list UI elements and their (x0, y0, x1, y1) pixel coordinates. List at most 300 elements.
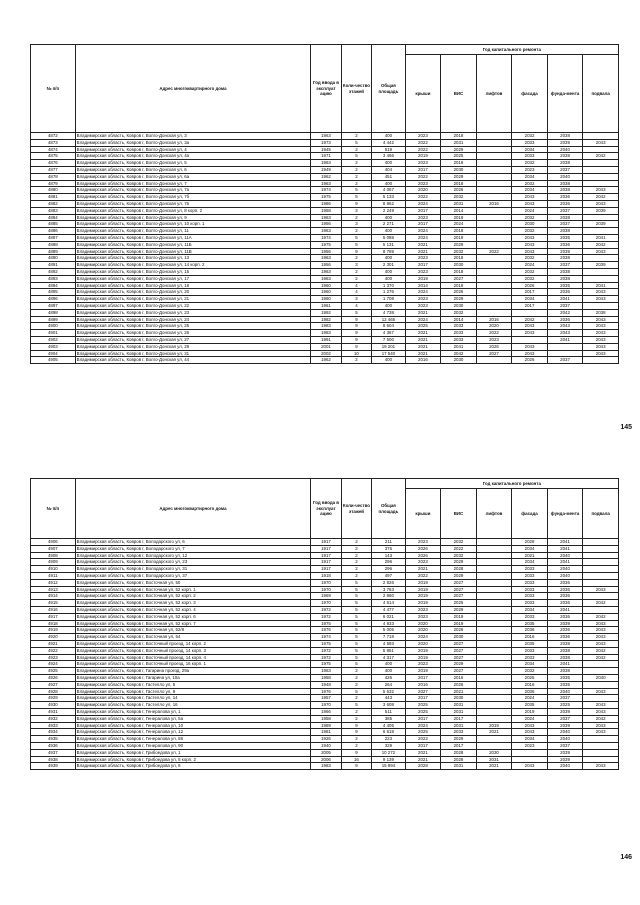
cell-roof: 2024 (405, 200, 441, 207)
cell-year: 2006 (311, 756, 341, 763)
cell-floors: 2 (341, 742, 371, 749)
cell-num: 4878 (31, 173, 76, 180)
cell-floors: 5 (341, 139, 371, 146)
table-row (31, 627, 619, 634)
cell-num: 4886 (31, 228, 76, 235)
cell-num: 4929 (31, 695, 76, 702)
cell-lift (476, 654, 512, 661)
cell-lift (476, 153, 512, 160)
table-row (31, 695, 619, 702)
cell-foundation: 2039 (547, 722, 583, 729)
col-foundation: фунда-мента (547, 489, 583, 539)
cell-facade: 2034 (512, 146, 548, 153)
cell-roof: 2021 (405, 350, 441, 357)
cell-foundation (547, 350, 583, 357)
cell-address: Владимирская область, Ковров г, Гагарина ул, 10а (75, 674, 311, 681)
cell-address: Владимирская область, Ковров г, Восточная ул, 52 корп. 2 (75, 593, 311, 600)
cell-address: Владимирская область, Ковров г, Восточная ул, 52 корп. 3 (75, 600, 311, 607)
cell-facade: 2032 (512, 214, 548, 221)
cell-facade: 2035 (512, 640, 548, 647)
cell-year: 2005 (311, 749, 341, 756)
cell-foundation: 2036 (547, 316, 583, 323)
cell-num: 4925 (31, 668, 76, 675)
cell-floors: 2 (341, 715, 371, 722)
cell-facade: 2024 (512, 695, 548, 702)
cell-year: 1970 (311, 600, 341, 607)
cell-area: 6 021 (372, 613, 406, 620)
cell-num: 4897 (31, 302, 76, 309)
cell-address: Владимирская область, Ковров г, Волго-Донская ул, 8 корп. 2 (75, 207, 311, 214)
cell-area: 8 604 (372, 323, 406, 330)
table-row (31, 357, 619, 364)
cell-floors: 5 (341, 654, 371, 661)
col-basement: подвала (583, 489, 619, 539)
cell-lift (476, 357, 512, 364)
cell-facade: 2019 (512, 708, 548, 715)
cell-area: 4 614 (372, 600, 406, 607)
cell-roof: 2019 (405, 654, 441, 661)
cell-floors: 2 (341, 559, 371, 566)
cell-basement (583, 302, 619, 309)
col-foundation: фунда-мента (547, 55, 583, 133)
cell-vis: 2018 (441, 160, 477, 167)
cell-vis: 2030 (441, 302, 477, 309)
cell-lift: 2020 (476, 323, 512, 330)
cell-basement: 2043 (583, 200, 619, 207)
cell-area: 4 067 (372, 187, 406, 194)
cell-address: Владимирская область, Ковров г, Волго-Донская ул, 29 (75, 343, 311, 350)
cell-vis: 2033 (441, 729, 477, 736)
cell-lift (476, 539, 512, 546)
cell-vis: 2027 (441, 668, 477, 675)
table-row (31, 248, 619, 255)
cell-area: 400 (372, 268, 406, 275)
cell-floors: 5 (341, 613, 371, 620)
cell-roof: 2023 (405, 214, 441, 221)
cell-lift (476, 708, 512, 715)
cell-address: Владимирская область, Ковров г, Волго-Донская ул, 7в (75, 200, 311, 207)
cell-foundation: 2037 (547, 166, 583, 173)
cell-address: Владимирская область, Ковров г, Генералова ул, 12 (75, 729, 311, 736)
cell-facade: 2033 (512, 613, 548, 620)
cell-lift (476, 221, 512, 228)
cell-lift (476, 302, 512, 309)
cell-area: 8 862 (372, 200, 406, 207)
cell-num: 4935 (31, 736, 76, 743)
cell-address: Владимирская область, Ковров г, Волго-Донская ул, 11 (75, 228, 311, 235)
cell-year: 1960 (311, 289, 341, 296)
table-row (31, 187, 619, 194)
cell-floors: 2 (341, 572, 371, 579)
table-row (31, 200, 619, 207)
table-row (31, 133, 619, 140)
table-row (31, 323, 619, 330)
cell-foundation: 2038 (547, 255, 583, 262)
cell-basement (583, 695, 619, 702)
cell-basement: 2043 (583, 640, 619, 647)
cell-floors: 4 (341, 289, 371, 296)
cell-year: 1917 (311, 566, 341, 573)
cell-basement: 2038 (583, 309, 619, 316)
cell-area: 400 (372, 214, 406, 221)
cell-basement: 2043 (583, 627, 619, 634)
cell-foundation (547, 343, 583, 350)
cell-vis: 2029 (441, 173, 477, 180)
cell-area: 400 (372, 357, 406, 364)
cell-roof: 2019 (405, 668, 441, 675)
cell-facade: 2023 (512, 742, 548, 749)
cell-area: 223 (372, 736, 406, 743)
cell-foundation: 2043 (547, 330, 583, 337)
cell-vis: 2029 (441, 559, 477, 566)
table-body (31, 133, 619, 364)
cell-area: 400 (372, 255, 406, 262)
cell-basement (583, 572, 619, 579)
cell-vis: 2018 (441, 180, 477, 187)
cell-floors: 5 (341, 187, 371, 194)
cell-basement (583, 756, 619, 763)
cell-floors: 3 (341, 207, 371, 214)
cell-lift (476, 214, 512, 221)
cell-num: 4919 (31, 627, 76, 634)
cell-basement: 2043 (583, 688, 619, 695)
cell-area: 4 933 (372, 620, 406, 627)
cell-basement (583, 228, 619, 235)
cell-address: Владимирская область, Ковров г, Володарского ул, 23 (75, 559, 311, 566)
cell-area: 1 708 (372, 296, 406, 303)
cell-floors: 9 (341, 336, 371, 343)
cell-lift: 2021 (476, 729, 512, 736)
cell-num: 4921 (31, 640, 76, 647)
table-header (31, 45, 619, 133)
table-row (31, 674, 619, 681)
table-row (31, 194, 619, 201)
cell-foundation: 2041 (547, 661, 583, 668)
cell-year: 1972 (311, 647, 341, 654)
cell-lift (476, 715, 512, 722)
cell-lift (476, 268, 512, 275)
cell-area: 4 367 (372, 330, 406, 337)
cell-facade: 2030 (512, 221, 548, 228)
cell-num: 4911 (31, 572, 76, 579)
cell-basement (583, 173, 619, 180)
cell-lift (476, 166, 512, 173)
cell-num: 4885 (31, 221, 76, 228)
cell-num: 4920 (31, 634, 76, 641)
cell-year: 1962 (311, 357, 341, 364)
cell-address: Владимирская область, Ковров г, Грибоедова ул, 6 (75, 763, 311, 770)
cell-address: Владимирская область, Ковров г, Восточная ул, 52 корп. 1 (75, 586, 311, 593)
cell-year: 1966 (311, 708, 341, 715)
cell-year: 1974 (311, 187, 341, 194)
cell-num: 4884 (31, 214, 76, 221)
cell-vis: 2042 (441, 350, 477, 357)
cell-basement: 2042 (583, 613, 619, 620)
cell-facade: 2043 (512, 729, 548, 736)
cell-vis: 2027 (441, 654, 477, 661)
cell-basement: 2043 (583, 634, 619, 641)
cell-num: 4937 (31, 749, 76, 756)
table-row (31, 350, 619, 357)
cell-lift (476, 133, 512, 140)
cell-lift (476, 146, 512, 153)
cell-area: 400 (372, 302, 406, 309)
register-table-146 (30, 478, 619, 770)
cell-floors: 2 (341, 275, 371, 282)
cell-vis: 2041 (441, 343, 477, 350)
table-row (31, 221, 619, 228)
cell-area: 376 (372, 545, 406, 552)
cell-facade: 2034 (512, 545, 548, 552)
cell-foundation: 2038 (547, 180, 583, 187)
cell-roof: 2022 (405, 194, 441, 201)
cell-facade: 2043 (512, 350, 548, 357)
cell-num: 4939 (31, 763, 76, 770)
table-row (31, 146, 619, 153)
cell-basement (583, 742, 619, 749)
cell-basement: 2043 (583, 330, 619, 337)
cell-roof: 2022 (405, 736, 441, 743)
table-row (31, 262, 619, 269)
cell-area: 2 826 (372, 579, 406, 586)
cell-basement (583, 146, 619, 153)
cell-foundation: 2039 (547, 749, 583, 756)
cell-roof: 2017 (405, 221, 441, 228)
cell-num: 4895 (31, 289, 76, 296)
cell-floors: 2 (341, 539, 371, 546)
cell-floors: 9 (341, 248, 371, 255)
cell-area: 3 763 (372, 586, 406, 593)
cell-basement: 2043 (583, 187, 619, 194)
cell-area: 19 201 (372, 343, 406, 350)
cell-facade (512, 309, 548, 316)
cell-num: 4923 (31, 654, 76, 661)
cell-num: 4936 (31, 742, 76, 749)
cell-floors: 2 (341, 357, 371, 364)
cell-foundation: 2038 (547, 654, 583, 661)
cell-foundation: 2037 (547, 207, 583, 214)
cell-facade: 2033 (512, 572, 548, 579)
cell-num: 4938 (31, 756, 76, 763)
cell-floors: 10 (341, 350, 371, 357)
cell-roof: 2023 (405, 606, 441, 613)
cell-address: Владимирская область, Ковров г, Волго-Донская ул, 17 (75, 275, 311, 282)
cell-vis: 2025 (441, 600, 477, 607)
cell-lift (476, 160, 512, 167)
cell-roof: 2023 (405, 302, 441, 309)
cell-basement: 2043 (583, 620, 619, 627)
cell-year: 1963 (311, 255, 341, 262)
cell-year: 1983 (311, 323, 341, 330)
cell-roof: 2023 (405, 133, 441, 140)
cell-facade: 2028 (512, 539, 548, 546)
cell-year: 1918 (311, 572, 341, 579)
cell-address: Владимирская область, Ковров г, Восточный проезд, 14 корп. 4 (75, 654, 311, 661)
cell-lift: 2019 (476, 722, 512, 729)
cell-vis: 2019 (441, 613, 477, 620)
cell-lift (476, 681, 512, 688)
cell-basement (583, 749, 619, 756)
table-row (31, 214, 619, 221)
cell-area: 400 (372, 661, 406, 668)
cell-lift: 2022 (476, 330, 512, 337)
cell-area: 10 272 (372, 749, 406, 756)
cell-facade: 2042 (512, 316, 548, 323)
cell-foundation: 2037 (547, 695, 583, 702)
cell-facade: 2017 (512, 289, 548, 296)
cell-address: Владимирская область, Ковров г, Волго-Донская ул, 44 (75, 357, 311, 364)
cell-num: 4876 (31, 160, 76, 167)
cell-floors: 3 (341, 262, 371, 269)
cell-facade: 2026 (512, 282, 548, 289)
cell-vis: 2014 (441, 207, 477, 214)
cell-basement (583, 736, 619, 743)
table-row (31, 330, 619, 337)
cell-num: 4890 (31, 255, 76, 262)
cell-lift (476, 559, 512, 566)
cell-vis: 2029 (441, 572, 477, 579)
cell-address: Владимирская область, Ковров г, Восточная ул, 50 (75, 579, 311, 586)
cell-vis: 2030 (441, 357, 477, 364)
cell-facade: 2033 (512, 654, 548, 661)
cell-facade (512, 336, 548, 343)
cell-foundation: 2036 (547, 613, 583, 620)
cell-year: 1975 (311, 241, 341, 248)
cell-lift (476, 606, 512, 613)
cell-basement: 2041 (583, 234, 619, 241)
cell-lift (476, 207, 512, 214)
cell-foundation: 2037 (547, 357, 583, 364)
cell-vis: 2032 (441, 552, 477, 559)
cell-facade: 2034 (512, 606, 548, 613)
cell-roof: 2024 (405, 234, 441, 241)
cell-facade: 2035 (512, 620, 548, 627)
cell-vis: 2030 (441, 262, 477, 269)
cell-lift (476, 702, 512, 709)
cell-num: 4879 (31, 180, 76, 187)
cell-roof: 2021 (405, 336, 441, 343)
cell-basement: 2039 (583, 221, 619, 228)
cell-lift (476, 180, 512, 187)
cell-floors: 5 (341, 606, 371, 613)
cell-year: 1972 (311, 606, 341, 613)
cell-facade: 2021 (512, 552, 548, 559)
cell-foundation: 2038 (547, 275, 583, 282)
cell-area: 329 (372, 742, 406, 749)
cell-area: 9 139 (372, 756, 406, 763)
cell-lift: 2022 (476, 248, 512, 255)
cell-roof: 2020 (405, 187, 441, 194)
cell-address: Владимирская область, Ковров г, Гастелло ул, 14 (75, 695, 311, 702)
cell-foundation: 2037 (547, 262, 583, 269)
cell-vis: 2027 (441, 640, 477, 647)
cell-facade: 2043 (512, 763, 548, 770)
cell-roof: 2021 (405, 248, 441, 255)
cell-address: Владимирская область, Ковров г, Восточная ул, 54 (75, 634, 311, 641)
cell-vis: 2031 (441, 722, 477, 729)
cell-floors: 2 (341, 268, 371, 275)
cell-lift (476, 674, 512, 681)
page-number: 146 (620, 854, 632, 861)
cell-lift (476, 647, 512, 654)
cell-facade: 2024 (512, 207, 548, 214)
cell-area: 4 738 (372, 309, 406, 316)
cell-basement (583, 268, 619, 275)
cell-vis: 2018 (441, 228, 477, 235)
table-row (31, 668, 619, 675)
cell-floors: 2 (341, 736, 371, 743)
cell-year: 1957 (311, 695, 341, 702)
cell-year: 1970 (311, 579, 341, 586)
table-row (31, 160, 619, 167)
cell-num: 4922 (31, 647, 76, 654)
cell-roof: 2026 (405, 552, 441, 559)
cell-basement: 2043 (583, 316, 619, 323)
table-row (31, 545, 619, 552)
table-row (31, 180, 619, 187)
cell-facade: 2034 (512, 559, 548, 566)
table-row (31, 688, 619, 695)
cell-floors: 2 (341, 146, 371, 153)
table-row (31, 593, 619, 600)
cell-address: Владимирская область, Ковров г, Восточная ул, 52/8 (75, 627, 311, 634)
cell-facade: 2032 (512, 133, 548, 140)
cell-lift (476, 194, 512, 201)
cell-foundation: 2041 (547, 545, 583, 552)
cell-num: 4930 (31, 702, 76, 709)
cell-facade: 2016 (512, 681, 548, 688)
cell-vis: 2031 (441, 763, 477, 770)
table-row (31, 309, 619, 316)
cell-num: 4910 (31, 566, 76, 573)
col-facade: фасада (512, 489, 548, 539)
cell-vis: 2031 (441, 708, 477, 715)
cell-floors: 5 (341, 579, 371, 586)
cell-basement: 2043 (583, 248, 619, 255)
cell-basement (583, 160, 619, 167)
cell-foundation: 2036 (547, 194, 583, 201)
cell-area: 5 131 (372, 241, 406, 248)
cell-roof: 2019 (405, 586, 441, 593)
cell-year: 1963 (311, 268, 341, 275)
cell-lift (476, 600, 512, 607)
cell-roof: 2021 (405, 330, 441, 337)
cell-year: 1963 (311, 160, 341, 167)
table-row (31, 729, 619, 736)
cell-vis: 2029 (441, 736, 477, 743)
cell-vis: 2029 (441, 241, 477, 248)
cell-facade: 2023 (512, 166, 548, 173)
cell-foundation: 2036 (547, 600, 583, 607)
cell-vis: 2019 (441, 234, 477, 241)
cell-facade: 2032 (512, 275, 548, 282)
col-lift: лифтов (476, 489, 512, 539)
cell-vis: 2027 (441, 275, 477, 282)
cell-foundation: 2037 (547, 742, 583, 749)
cell-vis: 2032 (441, 194, 477, 201)
cell-year: 2002 (311, 350, 341, 357)
cell-roof: 2017 (405, 207, 441, 214)
cell-foundation: 2035 (547, 674, 583, 681)
cell-year: 1963 (311, 214, 341, 221)
cell-lift (476, 736, 512, 743)
cell-year: 1917 (311, 559, 341, 566)
cell-area: 451 (372, 173, 406, 180)
cell-basement: 2043 (583, 586, 619, 593)
cell-address: Владимирская область, Ковров г, Волго-Донская ул, 6а (75, 173, 311, 180)
cell-lift (476, 139, 512, 146)
cell-basement: 2042 (583, 647, 619, 654)
